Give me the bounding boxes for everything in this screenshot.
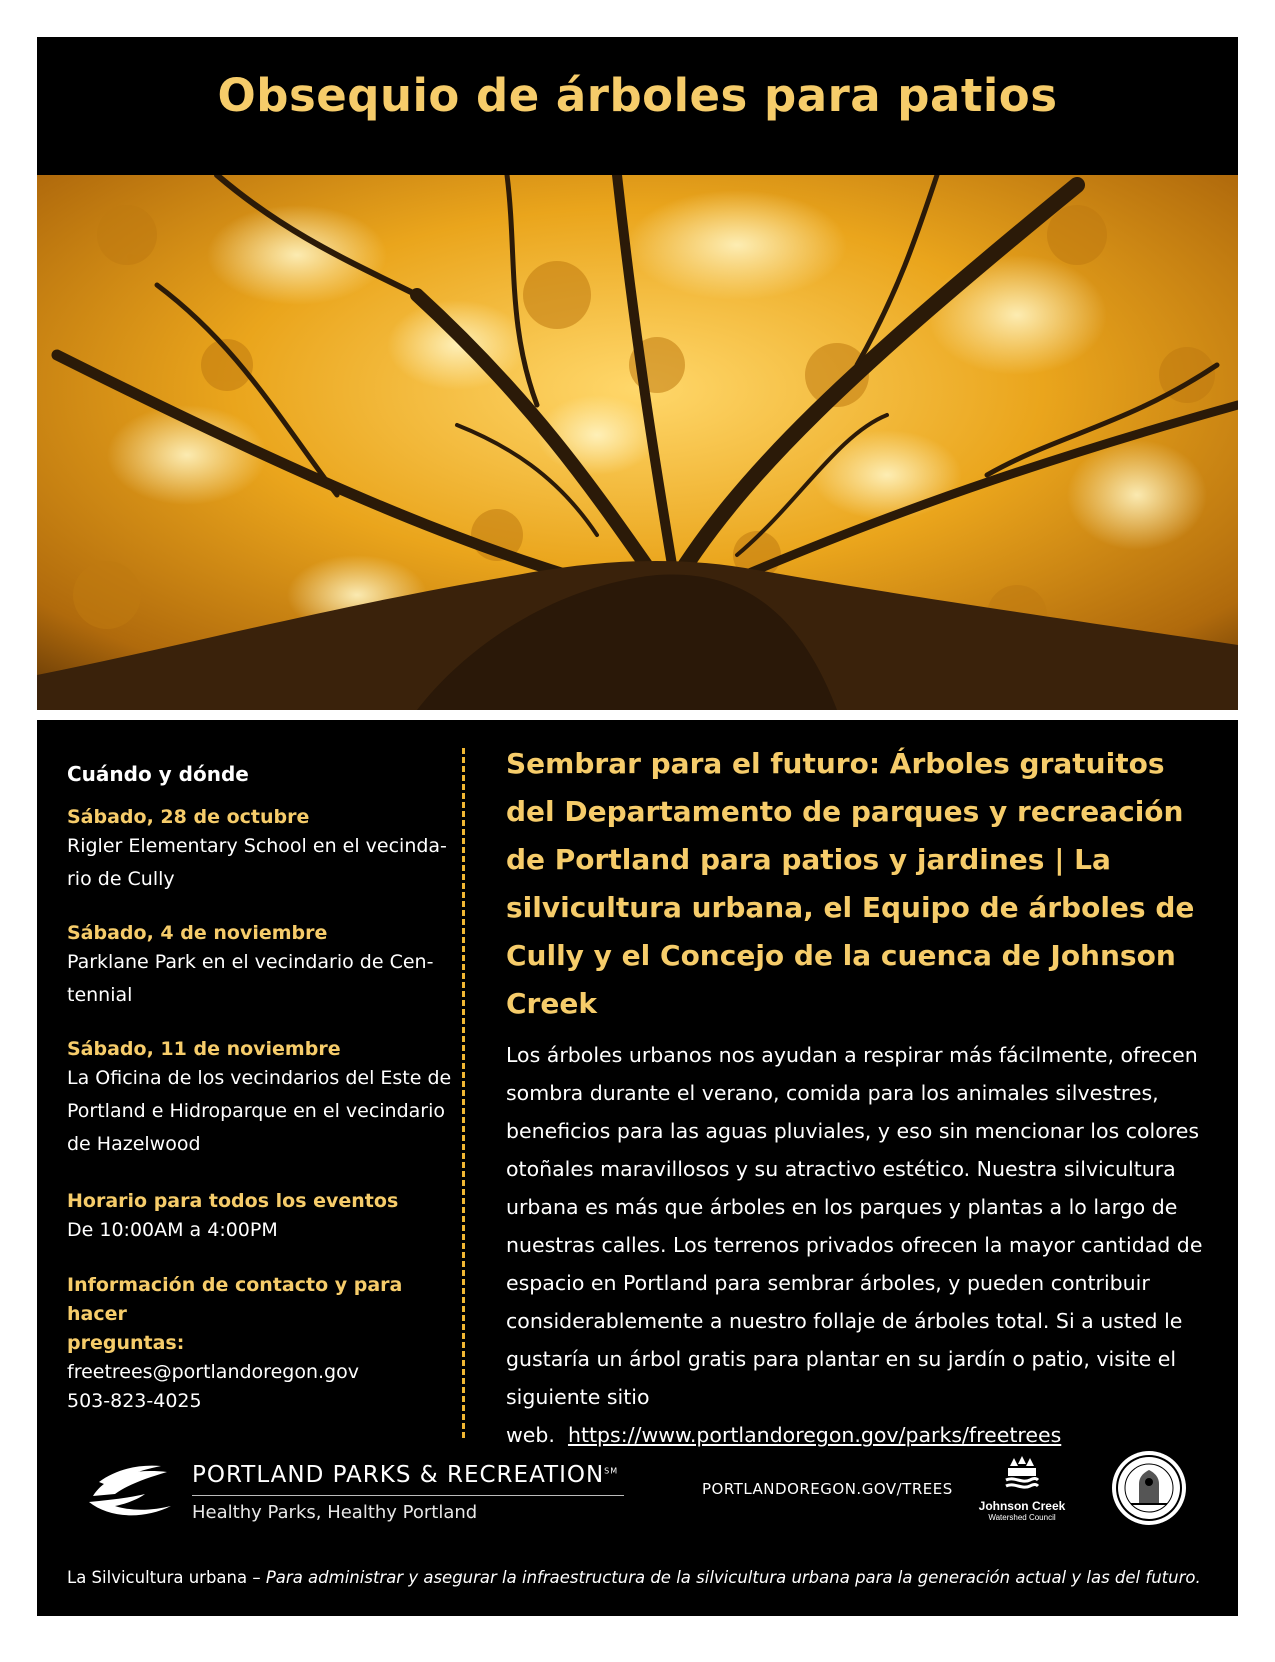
column-divider (462, 748, 465, 1438)
hero-photo (37, 175, 1238, 710)
event-place-line: tennial (67, 984, 133, 1006)
article-body (506, 1036, 1206, 1454)
event-place (67, 946, 452, 1012)
event-place (67, 830, 452, 896)
event-place-line: La Oficina de los vecindarios del Este de (67, 1067, 452, 1089)
mission-statement (67, 1568, 1201, 1587)
mission-text: Para administrar y asegurar la infraestructura de la silvicultura urbana para la generación actual y las del futuro. (265, 1568, 1201, 1587)
site-url: PORTLANDOREGON.GOV/TREES (702, 1480, 953, 1498)
event-date: Sábado, 28 de octubre (67, 806, 310, 828)
contact-phone: 503-823-4025 (67, 1390, 202, 1412)
event-place-line: Rigler Elementary School en el vecinda- (67, 835, 447, 857)
johnson-creek-emblem-icon (1002, 1452, 1042, 1492)
article-body-text: Los árboles urbanos nos ayudan a respirar más fácilmente, ofrecen sombra durante el verano, comida para los animales silvestres, beneficios para las aguas pluviales, y eso sin mencionar los colores otoñales maravillosos y su atractivo estético. Nuestra silvicultura urbana es más que árboles en los parques y plantas a lo largo de nuestras calles. Los terrenos privados ofrecen la mayor cantidad de espacio en Portland para sembrar árboles, y pueden contribuir considerablemente a nuestro follaje de árboles total. Si a usted le gustaría un árbol gratis para plantar en su jardín o patio, visite el siguiente sitio web. (506, 1043, 1203, 1447)
event-date: Sábado, 4 de noviembre (67, 922, 328, 944)
ppr-hand-leaf-icon (85, 1462, 175, 1520)
article-heading: Sembrar para el futuro: Árboles gratuitos del Departamento de parques y recreación de Portland para patios y jardines | La silvicultura urbana, el Equipo de árboles de Cully y el Concejo de la cuenca de Johnson Creek (506, 747, 1195, 1020)
mission-lead: La Silvicultura urbana – (67, 1568, 266, 1587)
contact-label (67, 1271, 452, 1358)
contact-label-line: Información de contacto y para hacer (67, 1274, 403, 1325)
service-mark: SM (604, 1466, 619, 1476)
autumn-tree-canopy-photo-icon (37, 175, 1238, 710)
partner-name: Johnson Creek (978, 1499, 1066, 1513)
footer-logos (37, 1452, 1238, 1542)
contact-label-line: preguntas: (67, 1332, 185, 1354)
schedule-column (67, 762, 452, 1416)
event-place (67, 1062, 452, 1161)
org-name-text: PORTLAND PARKS & RECREATION (192, 1462, 605, 1488)
johnson-creek-logo (972, 1452, 1072, 1532)
org-tagline: Healthy Parks, Healthy Portland (192, 1502, 478, 1523)
schedule-heading: Cuándo y dónde (67, 762, 249, 786)
info-panel (37, 720, 1238, 1616)
freetrees-link[interactable]: https://www.portlandoregon.gov/parks/freetrees (567, 1423, 1062, 1447)
title-banner (37, 37, 1238, 175)
event-place-line: rio de Cully (67, 868, 175, 890)
event-date: Sábado, 11 de noviembre (67, 1038, 341, 1060)
hours-value: De 10:00AM a 4:00PM (67, 1219, 278, 1241)
partner-subtitle: Watershed Council (988, 1513, 1056, 1522)
article-column (506, 740, 1206, 1454)
org-name (192, 1462, 618, 1488)
org-rule (192, 1495, 624, 1496)
event-place-line: Portland e Hidroparque en el vecindario (67, 1100, 446, 1122)
city-of-portland-seal-icon (1109, 1448, 1189, 1528)
event-place-line: de Hazelwood (67, 1133, 201, 1155)
event-place-line: Parklane Park en el vecindario de Cen- (67, 951, 434, 973)
page-title: Obsequio de árboles para patios (217, 69, 1058, 122)
contact-email: freetrees@portlandoregon.gov (67, 1361, 359, 1383)
hours-label: Horario para todos los eventos (67, 1190, 399, 1212)
